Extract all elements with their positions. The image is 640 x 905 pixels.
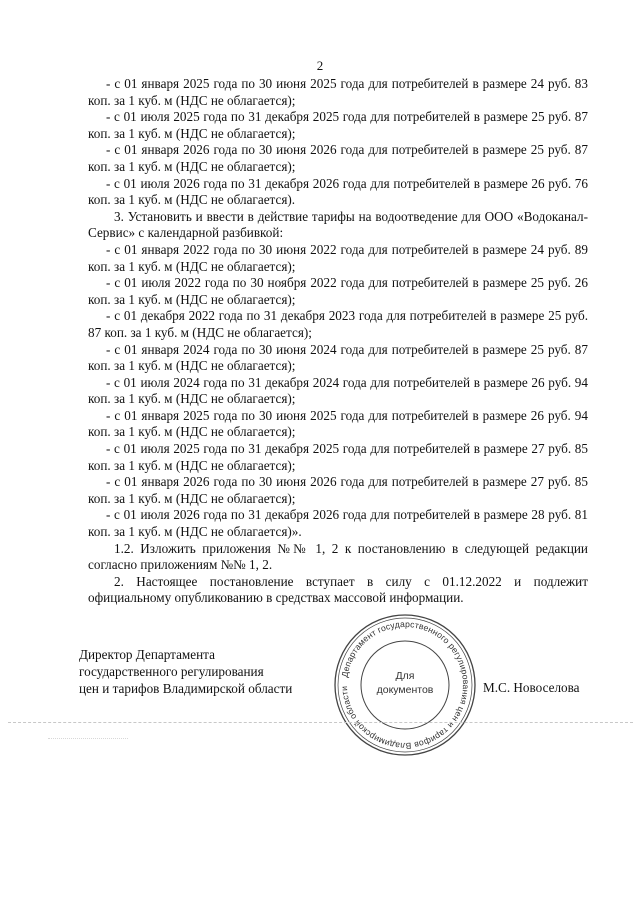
signer-name: М.С. Новоселова	[483, 680, 580, 695]
clause-3: 3. Установить и ввести в действие тарифы на водоотведение для ООО «Водоканал-Сервис» с календарной разбивкой:	[88, 208, 588, 241]
tariff-item: - с 01 июля 2026 года по 31 декабря 2026 года для потребителей в размере 26 руб. 76 коп. за 1 куб. м (НДС не облагается).	[88, 175, 588, 208]
document-body	[88, 76, 588, 607]
clause-1-2: 1.2. Изложить приложения №№ 1, 2 к постановлению в следующей редакции согласно приложениям №№ 1, 2.	[88, 540, 588, 573]
tariff-item: - с 01 июля 2022 года по 30 ноября 2022 года для потребителей в размере 25 руб. 26 коп. за 1 куб. м (НДС не облагается);	[88, 275, 588, 307]
tariff-item: - с 01 января 2025 года по 30 июня 2025 года для потребителей в размере 26 руб. 94 коп. за 1 куб. м (НДС не облагается);	[88, 407, 588, 440]
tariff-item: - с 01 января 2026 года по 30 июня 2026 года для потребителей в размере 27 руб. 85 коп. за 1 куб. м (НДС не облагается);	[88, 474, 588, 506]
tariff-item: - с 01 июля 2024 года по 31 декабря 2024 года для потребителей в размере 26 руб. 94 коп. за 1 куб. м (НДС не облагается);	[88, 374, 588, 407]
stamp-ring-text: Департамент государственного регулирования цен и тарифов Владимирской области	[338, 618, 472, 752]
stamp-center-line: документов	[376, 684, 434, 696]
signer-title-line: цен и тарифов Владимирской области	[79, 681, 293, 696]
tariff-item: - с 01 июля 2025 года по 31 декабря 2025 года для потребителей в размере 27 руб. 85 коп. за 1 куб. м (НДС не облагается);	[88, 441, 588, 473]
stamp-center-line: Для	[395, 670, 415, 682]
tariff-item: - с 01 января 2025 года по 30 июня 2025 года для потребителей в размере 24 руб. 83 коп. за 1 куб. м (НДС не облагается);	[88, 76, 588, 108]
tariff-item: - с 01 января 2026 года по 30 июня 2026 года для потребителей в размере 25 руб. 87 коп. за 1 куб. м (НДС не облагается);	[88, 142, 588, 174]
official-stamp	[332, 612, 478, 758]
tariff-item: - с 01 декабря 2022 года по 31 декабря 2023 года для потребителей в размере 25 руб. 87 коп. за 1 куб. м (НДС не облагается);	[88, 308, 588, 340]
signer-title-line: государственного регулирования	[79, 664, 264, 679]
signer-title-line: Директор Департамента	[79, 647, 215, 662]
scan-artifact-line	[8, 722, 633, 723]
tariff-item: - с 01 января 2022 года по 30 июня 2022 года для потребителей в размере 24 руб. 89 коп. за 1 куб. м (НДС не облагается);	[88, 241, 588, 274]
tariff-item: - с 01 января 2024 года по 30 июня 2024 года для потребителей в размере 25 руб. 87 коп. за 1 куб. м (НДС не облагается);	[88, 341, 588, 374]
clause-2: 2. Настоящее постановление вступает в силу с 01.12.2022 и подлежит официальному опубликованию в средствах массовой информации.	[88, 573, 588, 606]
tariff-item: - с 01 июля 2026 года по 31 декабря 2026 года для потребителей в размере 28 руб. 81 коп. за 1 куб. м (НДС не облагается)».	[88, 507, 588, 540]
scan-artifact-line	[48, 738, 128, 739]
tariff-item: - с 01 июля 2025 года по 31 декабря 2025 года для потребителей в размере 25 руб. 87 коп. за 1 куб. м (НДС не облагается);	[88, 109, 588, 141]
page-number: 2	[316, 58, 324, 73]
signature-block	[79, 646, 292, 697]
